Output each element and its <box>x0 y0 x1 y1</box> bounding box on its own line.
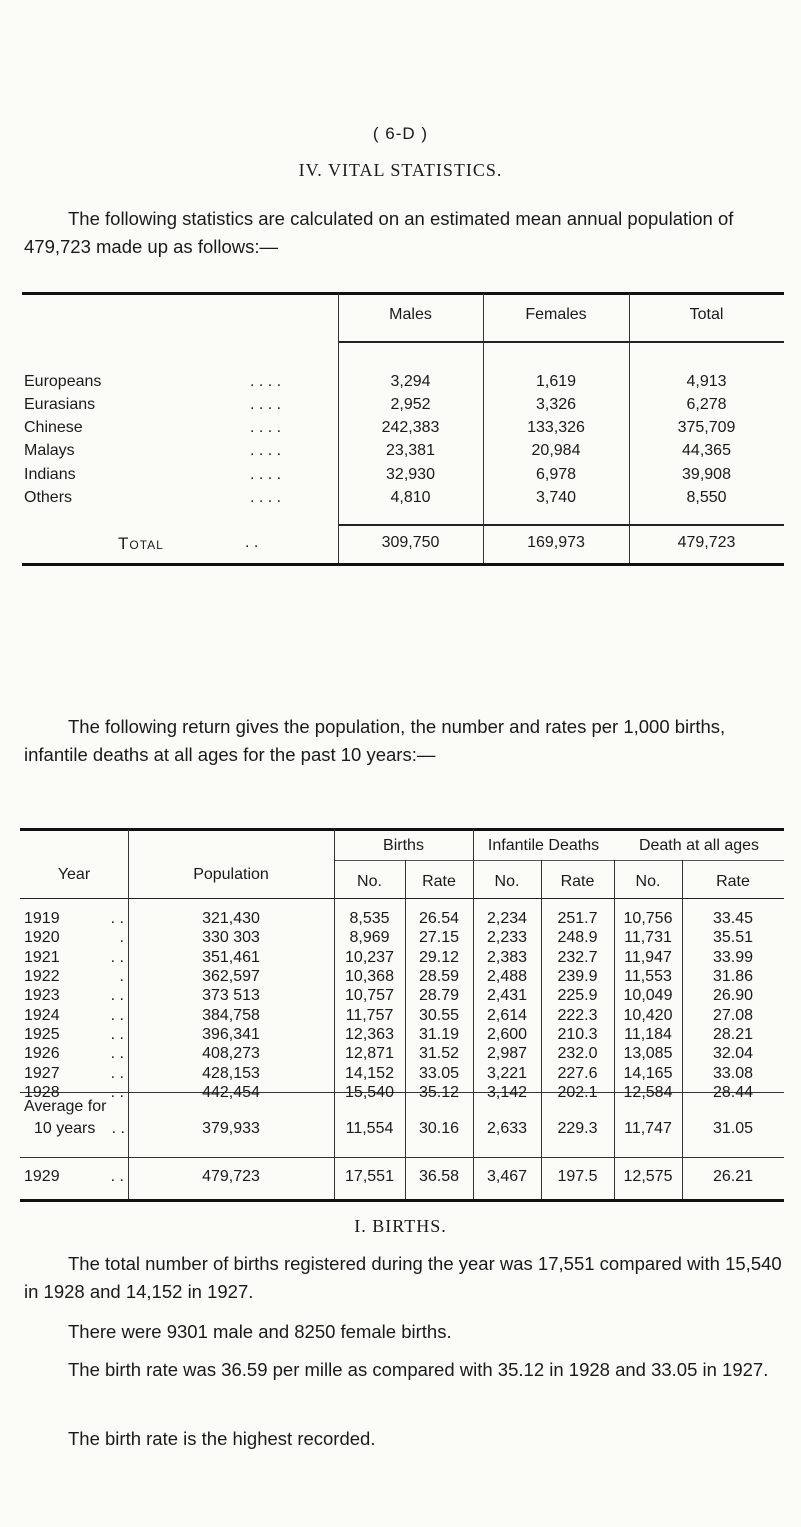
inf-no-cell: 3,221 <box>486 1065 528 1082</box>
births-rate-cell: 35.12 <box>418 1084 460 1101</box>
average-label-2: 10 years <box>34 1120 96 1137</box>
births-text-4: The birth rate is the highest recorded. <box>68 1428 376 1449</box>
sub-header-inf-no: No. <box>494 873 520 890</box>
average-births-no: 11,554 <box>345 1120 394 1137</box>
year-cell: 1921 <box>24 949 60 966</box>
inf-no-cell: 2,600 <box>486 1026 528 1043</box>
births-rate-cell: 31.52 <box>418 1045 460 1062</box>
latest-inf-rate: 197.5 <box>557 1168 598 1185</box>
births-rate-cell: 28.79 <box>418 987 460 1004</box>
births-rate-cell: 27.15 <box>418 929 460 946</box>
death-rate-cell: 32.04 <box>712 1045 754 1062</box>
death-rate-cell: 33.45 <box>712 910 754 927</box>
population-table <box>0 0 801 420</box>
inf-rate-cell: 202.1 <box>557 1084 598 1101</box>
average-births-rate: 30.16 <box>418 1120 460 1137</box>
death-no-cell: 14,165 <box>623 1065 673 1082</box>
col-header-females: Females <box>525 306 587 323</box>
col-header-population: Population <box>193 866 269 883</box>
population-cell: 442,454 <box>202 1084 260 1101</box>
latest-births-no: 17,551 <box>345 1168 394 1185</box>
births-no-cell: 14,152 <box>345 1065 394 1082</box>
death-no-cell: 11,184 <box>624 1026 672 1043</box>
inf-no-cell: 2,987 <box>486 1045 528 1062</box>
row-dots: . . . . <box>250 489 282 506</box>
females-value: 20,984 <box>531 442 581 459</box>
births-no-cell: 12,363 <box>345 1026 394 1043</box>
year-dots: . . <box>110 1026 124 1043</box>
year-cell: 1920 <box>24 929 60 946</box>
section-title: IV. VITAL STATISTICS. <box>298 160 503 180</box>
births-text-3: The birth rate was 36.59 per mille as compared with 35.12 in 1928 and 33.05 in 1927. <box>68 1359 769 1380</box>
year-dots: . . <box>110 1065 124 1082</box>
sub-header-death-rate: Rate <box>716 873 750 890</box>
year-cell: 1928 <box>24 1084 60 1101</box>
average-label-1: Average for <box>24 1098 107 1115</box>
year-cell: 1924 <box>24 1007 60 1024</box>
females-value: 3,326 <box>535 396 577 413</box>
total-value: 39,908 <box>682 466 731 483</box>
latest-population: 479,723 <box>202 1168 260 1185</box>
inf-no-cell: 2,431 <box>486 987 528 1004</box>
row-dots: . . . . <box>250 466 282 483</box>
year-dots: . . <box>110 987 124 1004</box>
death-no-cell: 11,553 <box>624 968 672 985</box>
inf-no-cell: 2,233 <box>486 929 528 946</box>
population-cell: 396,341 <box>202 1026 260 1043</box>
inf-rate-cell: 232.0 <box>557 1045 598 1062</box>
inf-rate-cell: 248.9 <box>557 929 598 946</box>
population-cell: 321,430 <box>202 910 260 927</box>
inf-no-cell: 3,142 <box>486 1084 528 1101</box>
births-rate-cell: 30.55 <box>418 1007 460 1024</box>
population-cell: 384,758 <box>202 1007 260 1024</box>
births-rate-cell: 29.12 <box>418 949 460 966</box>
inf-no-cell: 2,488 <box>486 968 528 985</box>
latest-year: 1929 <box>24 1168 60 1185</box>
death-rate-cell: 27.08 <box>712 1007 754 1024</box>
population-cell: 362,597 <box>202 968 260 985</box>
sub-header-births-rate: Rate <box>422 873 456 890</box>
latest-inf-no: 3,467 <box>486 1168 528 1185</box>
year-dots: . <box>119 968 124 985</box>
males-value: 242,383 <box>381 419 440 436</box>
births-no-cell: 10,237 <box>345 949 394 966</box>
males-value: 3,294 <box>390 373 431 390</box>
death-rate-cell: 33.99 <box>712 949 754 966</box>
births-no-cell: 15,540 <box>345 1084 394 1101</box>
death-no-cell: 13,085 <box>623 1045 673 1062</box>
sub-header-death-no: No. <box>635 873 661 890</box>
inf-no-cell: 2,234 <box>486 910 528 927</box>
death-no-cell: 11,947 <box>624 949 672 966</box>
inf-rate-cell: 225.9 <box>557 987 598 1004</box>
inf-rate-cell: 232.7 <box>557 949 598 966</box>
males-value: 23,381 <box>386 442 435 459</box>
females-value: 3,740 <box>535 489 577 506</box>
births-no-cell: 8,969 <box>349 929 390 946</box>
col-header-males: Males <box>389 306 432 323</box>
year-dots: . <box>119 929 124 946</box>
death-no-cell: 12,584 <box>623 1084 673 1101</box>
row-dots: . . . . <box>250 396 282 413</box>
death-rate-cell: 31.86 <box>712 968 754 985</box>
births-no-cell: 12,871 <box>345 1045 394 1062</box>
row-dots: . . . . <box>250 373 282 390</box>
average-inf-no: 2,633 <box>486 1120 528 1137</box>
average-inf-rate: 229.3 <box>557 1120 598 1137</box>
population-cell: 351,461 <box>202 949 260 966</box>
death-rate-cell: 33.08 <box>712 1065 754 1082</box>
sub-header-inf-rate: Rate <box>560 873 595 890</box>
death-no-cell: 10,049 <box>623 987 673 1004</box>
total-value: 4,913 <box>686 373 727 390</box>
births-paragraph-2 <box>24 1318 784 1346</box>
year-cell: 1926 <box>24 1045 60 1062</box>
year-dots: . . <box>110 1084 124 1101</box>
death-rate-cell: 26.90 <box>712 987 754 1004</box>
population-cell: 428,153 <box>202 1065 260 1082</box>
latest-death-no: 12,575 <box>623 1168 673 1185</box>
row-dots: . . . . <box>250 442 282 459</box>
average-dots: . . <box>111 1120 125 1137</box>
return-paragraph <box>24 713 784 769</box>
births-rate-cell: 26.54 <box>418 910 460 927</box>
births-no-cell: 10,368 <box>345 968 394 985</box>
average-death-no: 11,747 <box>624 1120 672 1137</box>
page-number: ( 6-D ) <box>372 124 429 143</box>
year-cell: 1927 <box>24 1065 60 1082</box>
col-header-total: Total <box>689 306 724 323</box>
latest-death-rate: 26.21 <box>712 1168 754 1185</box>
females-value: 6,978 <box>535 466 577 483</box>
year-cell: 1922 <box>24 968 60 985</box>
births-rate-cell: 31.19 <box>418 1026 460 1043</box>
average-population: 379,933 <box>202 1120 260 1137</box>
death-no-cell: 10,420 <box>623 1007 673 1024</box>
row-label: Malays <box>24 442 75 459</box>
group-header-infantile: Infantile Deaths <box>487 837 600 854</box>
inf-rate-cell: 210.3 <box>557 1026 598 1043</box>
row-label: Europeans <box>24 373 102 390</box>
births-paragraph-1 <box>24 1250 784 1306</box>
inf-rate-cell: 251.7 <box>557 910 598 927</box>
males-value: 2,952 <box>390 396 431 413</box>
births-text-2: There were 9301 male and 8250 female births. <box>68 1321 452 1342</box>
total-value: 375,709 <box>677 419 736 436</box>
year-cell: 1925 <box>24 1026 60 1043</box>
total-females: 169,973 <box>527 534 585 551</box>
return-text: The following return gives the population, the number and rates per 1,000 births, infantile deaths at all ages for the past 10 years:— <box>24 716 726 765</box>
row-label: Others <box>24 489 73 506</box>
death-rate-cell: 28.44 <box>712 1084 754 1101</box>
row-dots: . . . . <box>250 419 282 436</box>
average-death-rate: 31.05 <box>712 1120 754 1137</box>
year-dots: . . <box>110 910 124 927</box>
population-cell: 330 303 <box>202 929 260 946</box>
row-label: Indians <box>24 466 76 483</box>
births-paragraph-3 <box>24 1356 784 1384</box>
females-value: 1,619 <box>535 373 577 390</box>
births-heading: I. BIRTHS. <box>354 1216 447 1236</box>
death-rate-cell: 35.51 <box>712 929 754 946</box>
death-no-cell: 11,731 <box>624 929 672 946</box>
population-cell: 373 513 <box>202 987 260 1004</box>
females-value: 133,326 <box>527 419 585 436</box>
inf-rate-cell: 222.3 <box>557 1007 598 1024</box>
total-dots: . . <box>245 534 259 551</box>
inf-rate-cell: 227.6 <box>557 1065 598 1082</box>
births-rate-cell: 28.59 <box>418 968 460 985</box>
death-no-cell: 10,756 <box>623 910 673 927</box>
total-males: 309,750 <box>381 534 440 551</box>
row-label: Eurasians <box>24 396 96 413</box>
births-no-cell: 10,757 <box>345 987 394 1004</box>
births-no-cell: 8,535 <box>349 910 390 927</box>
year-dots: . . <box>110 949 124 966</box>
group-header-births: Births <box>383 837 424 854</box>
inf-no-cell: 2,383 <box>486 949 528 966</box>
total-value: 8,550 <box>686 489 727 506</box>
year-cell: 1919 <box>24 910 60 927</box>
latest-dots: . . <box>110 1168 124 1185</box>
births-rate-cell: 33.05 <box>418 1065 460 1082</box>
births-paragraph-4 <box>24 1425 784 1453</box>
intro-text: The following statistics are calculated on an estimated mean annual population of 479,723 made up as follows:— <box>24 208 734 257</box>
year-cell: 1923 <box>24 987 60 1004</box>
sub-header-births-no: No. <box>357 873 382 890</box>
total-value: 44,365 <box>682 442 731 459</box>
row-label: Chinese <box>24 419 83 436</box>
total-total: 479,723 <box>677 534 736 551</box>
col-header-year: Year <box>57 866 91 883</box>
males-value: 32,930 <box>386 466 435 483</box>
inf-no-cell: 2,614 <box>486 1007 528 1024</box>
total-value: 6,278 <box>686 396 727 413</box>
group-header-deaths: Death at all ages <box>638 837 760 854</box>
inf-rate-cell: 239.9 <box>557 968 598 985</box>
population-cell: 408,273 <box>202 1045 260 1062</box>
year-dots: . . <box>110 1007 124 1024</box>
year-dots: . . <box>110 1045 124 1062</box>
total-label: Total <box>118 534 164 553</box>
births-no-cell: 11,757 <box>345 1007 394 1024</box>
births-text-1: The total number of births registered during the year was 17,551 compared with 15,540 in 1928 and 14,152 in 1927. <box>24 1253 782 1302</box>
death-rate-cell: 28.21 <box>712 1026 754 1043</box>
latest-births-rate: 36.58 <box>418 1168 460 1185</box>
males-value: 4,810 <box>390 489 431 506</box>
